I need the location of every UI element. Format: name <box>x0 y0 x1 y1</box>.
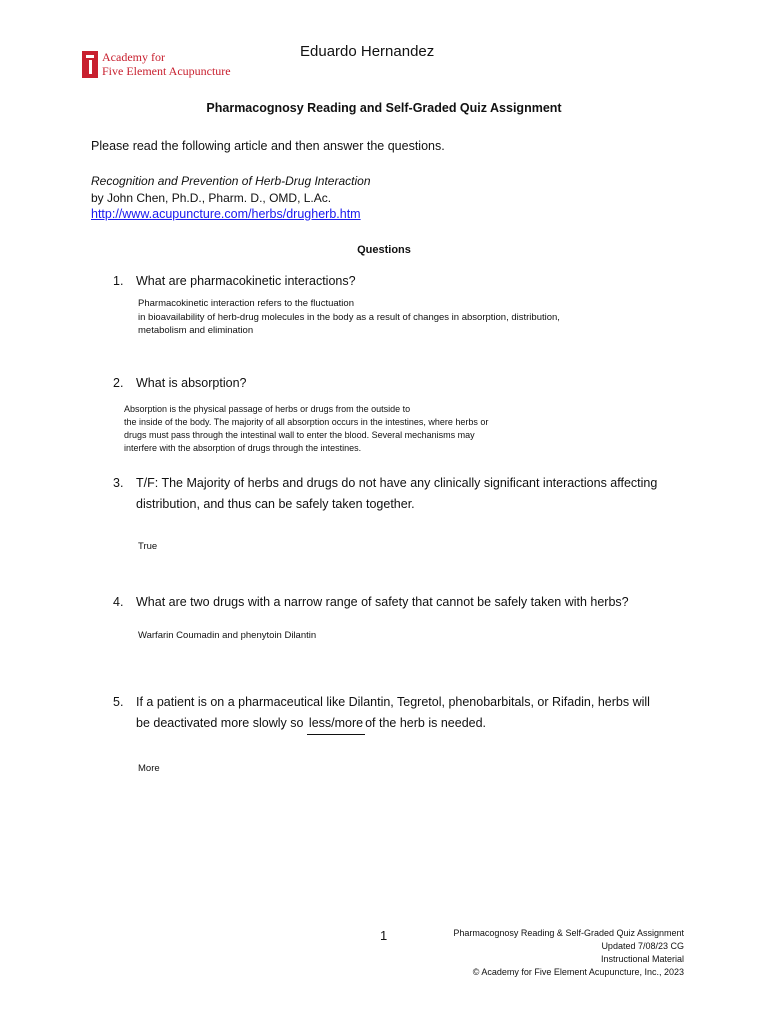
answer-5: More <box>138 763 160 774</box>
article-author: by John Chen, Ph.D., Pharm. D., OMD, L.Ac. <box>91 191 332 205</box>
answer-line: in bioavailability of herb-drug molecules in the body as a result of changes in absorption, distribution, <box>138 311 560 323</box>
answer-3: True <box>138 541 158 552</box>
question-number: 3. <box>113 476 124 490</box>
page-number: 1 <box>380 928 388 943</box>
question-text: What is absorption? <box>136 376 247 390</box>
answer-blank: less/more <box>307 713 365 735</box>
question-3 <box>113 473 683 515</box>
article-link[interactable]: http://www.acupuncture.com/herbs/drugherb.htm <box>91 207 361 221</box>
footer-line: Updated 7/08/23 CG <box>601 941 684 951</box>
question-text: What are pharmacokinetic interactions? <box>136 274 356 288</box>
footer-line: © Academy for Five Element Acupuncture, Inc., 2023 <box>472 967 684 977</box>
question-text-line: T/F: The Majority of herbs and drugs do not have any clinically significant interactions affecting <box>136 476 658 490</box>
question-text-fragment: be deactivated more slowly so <box>136 716 307 730</box>
question-number: 4. <box>113 595 124 609</box>
question-number: 1. <box>113 274 124 288</box>
question-text: What are two drugs with a narrow range of safety that cannot be safely taken with herbs? <box>136 595 629 609</box>
document-title: Pharmacognosy Reading and Self-Graded Quiz Assignment <box>206 101 562 115</box>
answer-line: interfere with the absorption of drugs through the intestines. <box>124 443 362 453</box>
answer-line: Pharmacokinetic interaction refers to the fluctuation <box>138 298 354 309</box>
questions-heading: Questions <box>357 244 411 256</box>
question-2 <box>113 373 673 394</box>
answer-line: drugs must pass through the intestinal wall to enter the blood. Several mechanisms may <box>124 430 475 440</box>
student-name: Eduardo Hernandez <box>300 43 435 60</box>
question-5 <box>113 692 683 734</box>
logo-line-2: Five Element Acupuncture <box>102 64 231 78</box>
answer-line: the inside of the body. The majority of all absorption occurs in the intestines, where herbs or <box>124 417 489 427</box>
intro-text: Please read the following article and then answer the questions. <box>91 139 445 153</box>
answer-4: Warfarin Coumadin and phenytoin Dilantin <box>138 630 317 641</box>
question-text <box>136 473 696 515</box>
footer-line: Pharmacognosy Reading & Self-Graded Quiz Assignment <box>453 928 684 938</box>
answer-line: metabolism and elimination <box>138 325 254 336</box>
article-title: Recognition and Prevention of Herb-Drug Interaction <box>91 174 371 188</box>
answer-line: Absorption is the physical passage of herbs or drugs from the outside to <box>124 404 411 414</box>
question-number: 5. <box>113 695 124 709</box>
question-number: 2. <box>113 376 124 390</box>
footer-line: Instructional Material <box>600 954 684 964</box>
question-1 <box>113 271 673 292</box>
question-text-fragment: of the herb is needed. <box>365 716 487 730</box>
academy-logo-icon <box>82 51 98 78</box>
logo-line-1: Academy for <box>102 50 165 64</box>
footer-block <box>453 927 684 979</box>
answer-1 <box>138 297 560 338</box>
question-4 <box>113 592 683 613</box>
academy-logo-text <box>102 50 231 78</box>
question-text-line: distribution, and thus can be safely taken together. <box>136 497 415 511</box>
question-text-line: If a patient is on a pharmaceutical like Dilantin, Tegretol, phenobarbitals, or Rifadin, herbs will <box>136 695 650 709</box>
question-text <box>136 692 696 735</box>
answer-2 <box>124 403 488 455</box>
